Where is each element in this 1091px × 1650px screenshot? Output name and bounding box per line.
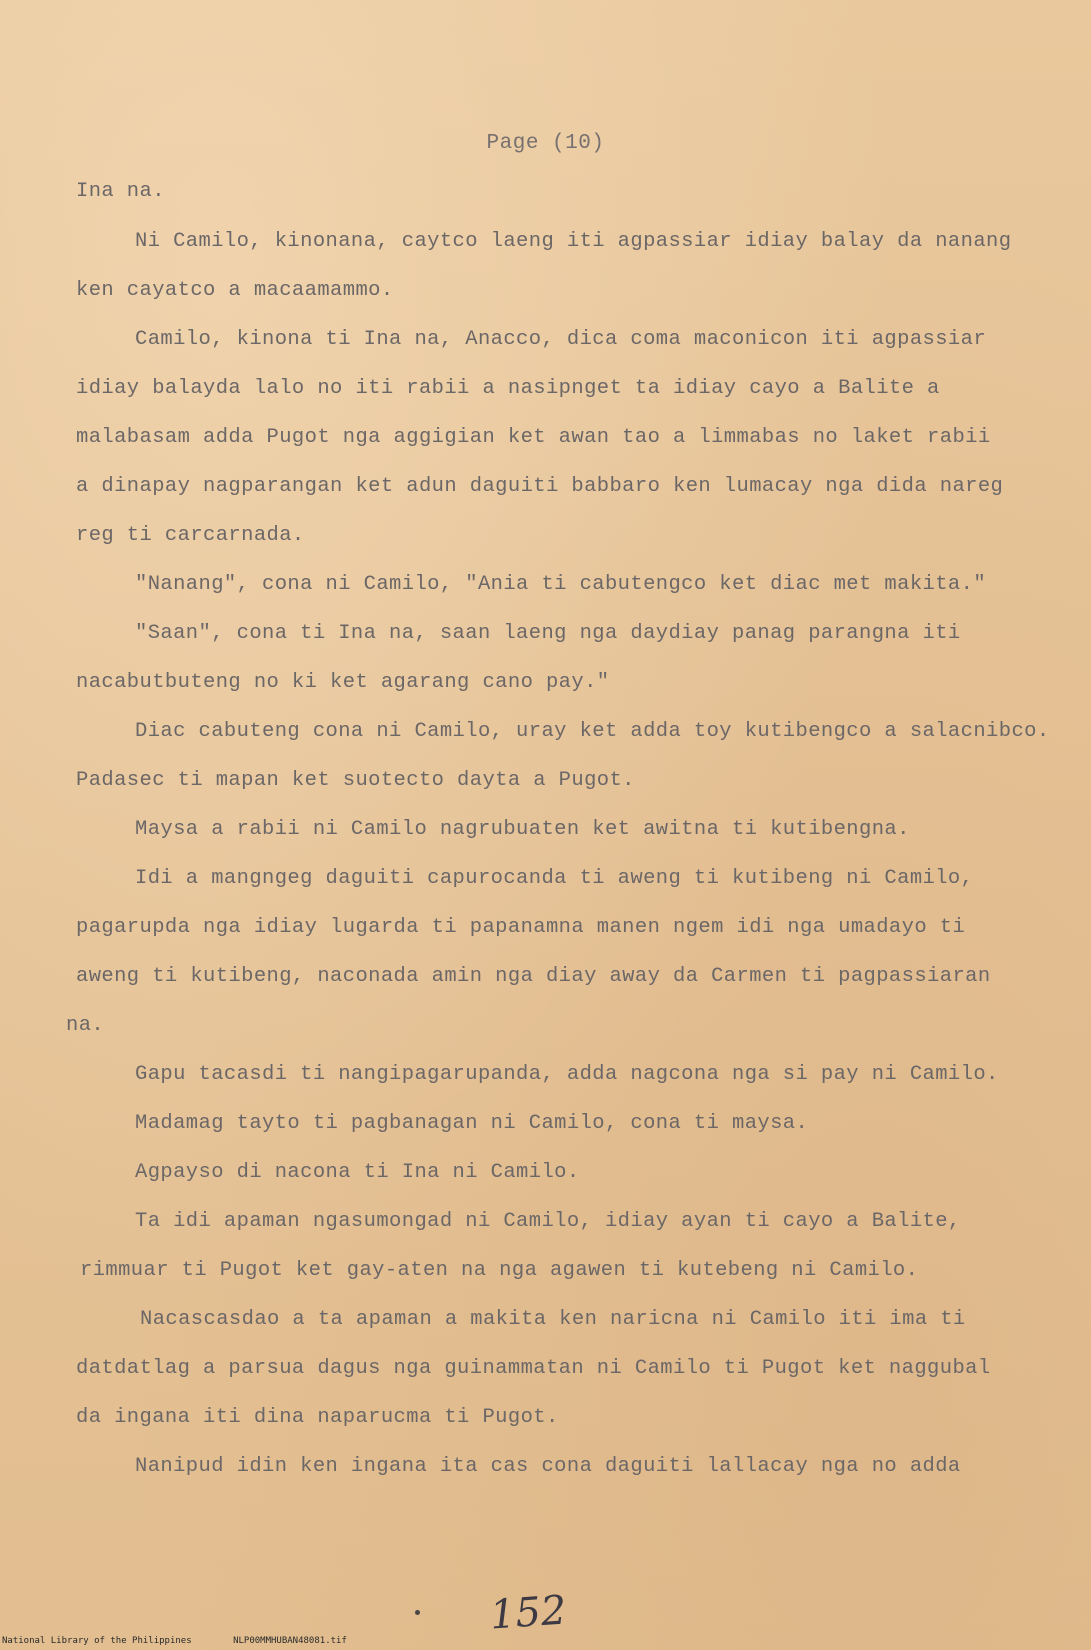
text-line: Ina na. [76,180,165,203]
text-line: Ta idi apaman ngasumongad ni Camilo, idiay ayan ti cayo a Balite, [135,1210,961,1233]
text-line: Ni Camilo, kinonana, caytco laeng iti agpassiar idiay balay da nanang [135,230,1012,253]
text-line: da ingana iti dina naparucma ti Pugot. [76,1406,559,1429]
text-line: Padasec ti mapan ket suotecto dayta a Pugot. [76,769,635,792]
text-line: Diac cabuteng cona ni Camilo, uray ket adda toy kutibengco a salacnibco. [135,720,1050,743]
text-line: a dinapay nagparangan ket adun daguiti babbaro ken lumacay nga dida nareg [76,475,1004,498]
text-line: idiay balayda lalo no iti rabii a nasipnget ta idiay cayo a Balite a [76,377,940,400]
text-line: nacabutbuteng no ki ket agarang cano pay." [76,671,610,694]
text-line: na. [66,1014,105,1037]
text-line: Maysa a rabii ni Camilo nagrubuaten ket awitna ti kutibengna. [135,818,910,841]
footer-filename: NLP00MMHUBAN48081.tif [233,1636,347,1646]
footer-library: National Library of the Philippines [2,1636,192,1646]
text-line: Gapu tacasdi ti nangipagarupanda, adda nagcona nga si pay ni Camilo. [135,1063,999,1086]
text-line: Nacascasdao a ta apaman a makita ken naricna ni Camilo iti ima ti [140,1308,966,1331]
text-line: malabasam adda Pugot nga aggigian ket awan tao a limmabas no laket rabii [76,426,991,449]
text-line: "Saan", cona ti Ina na, saan laeng nga daydiay panag parangna iti [135,622,961,645]
text-line: Madamag tayto ti pagbanagan ni Camilo, cona ti maysa. [135,1112,809,1135]
text-line: Camilo, kinona ti Ina na, Anacco, dica coma maconicon iti agpassiar [135,328,987,351]
text-line: pagarupda nga idiay lugarda ti papanamna manen ngem idi nga umadayo ti [76,916,966,939]
text-line: reg ti carcarnada. [76,524,305,547]
text-line: "Nanang", cona ni Camilo, "Ania ti cabutengco ket diac met makita." [135,573,987,596]
page-title: Page (10) [486,132,605,155]
text-line: rimmuar ti Pugot ket gay-aten na nga agawen ti kutebeng ni Camilo. [80,1259,919,1282]
text-line: Idi a mangngeg daguiti capurocanda ti aweng ti kutibeng ni Camilo, [135,867,974,890]
text-line: Agpayso di nacona ti Ina ni Camilo. [135,1161,580,1184]
text-line: Nanipud idin ken ingana ita cas cona daguiti lallacay nga no adda [135,1455,961,1478]
handwritten-page-number: 152 [488,1587,568,1639]
ink-dot [415,1610,420,1615]
scan-footer [2,1636,383,1646]
text-line: ken cayatco a macaamammo. [76,279,394,302]
text-line: aweng ti kutibeng, naconada amin nga diay away da Carmen ti pagpassiaran [76,965,991,988]
text-line: datdatlag a parsua dagus nga guinammatan ni Camilo ti Pugot ket naggubal [76,1357,991,1380]
